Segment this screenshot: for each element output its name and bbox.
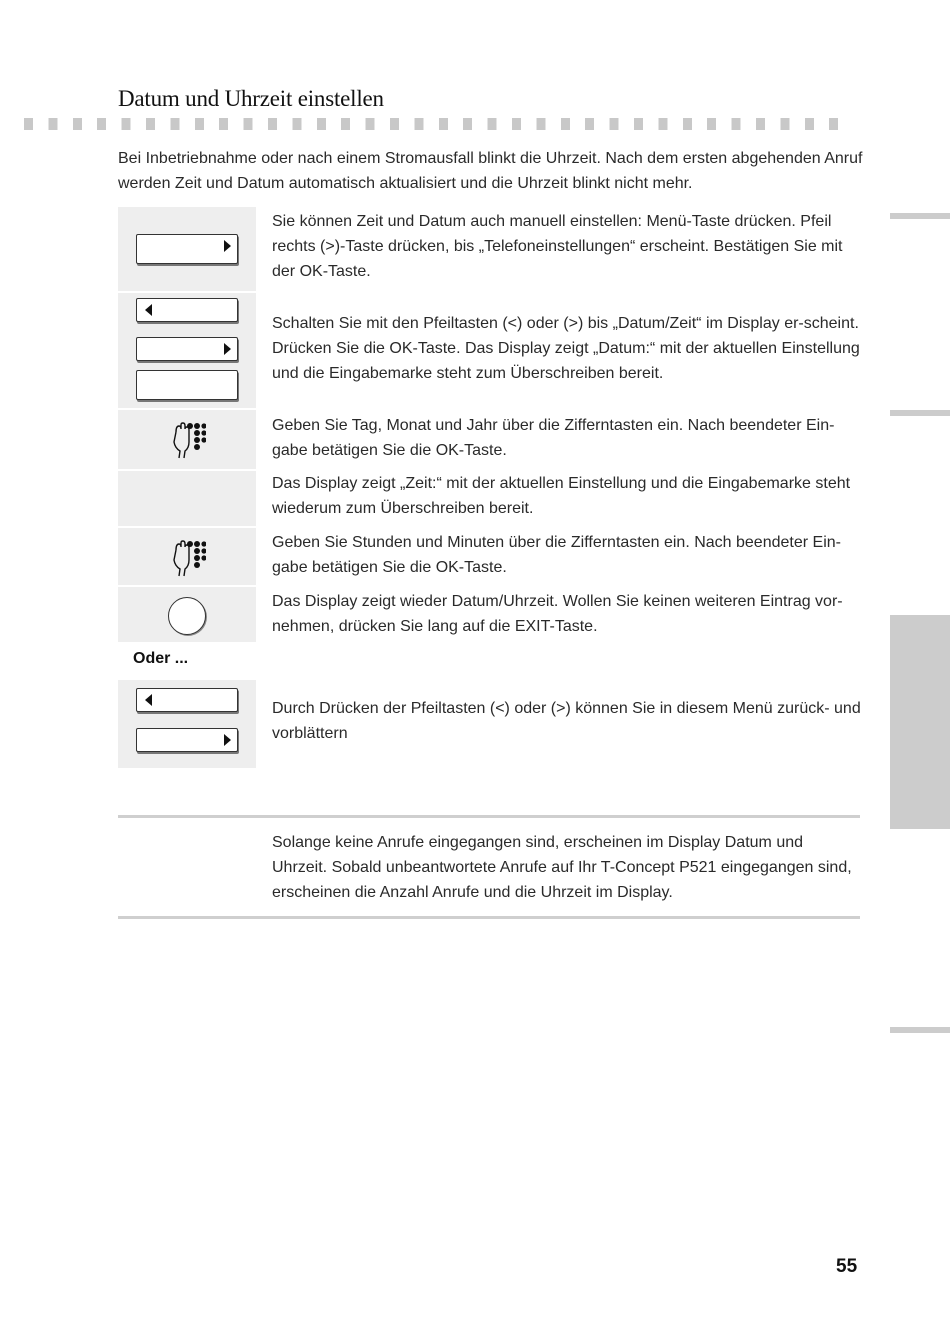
margin-tab-marker (890, 1027, 950, 1033)
page-title: Datum und Uhrzeit einstellen (118, 86, 384, 111)
step-paragraph: Geben Sie Tag, Monat und Jahr über die Zifferntasten ein. Nach beendeter Ein-gabe betätigen Sie die OK-Taste. (272, 417, 835, 459)
column-separator (118, 526, 256, 528)
arrow-left-key-icon (136, 688, 238, 712)
dotted-divider (24, 118, 844, 130)
keypad-hand-icon (170, 538, 206, 578)
step-paragraph: Sie können Zeit und Datum auch manuell einstellen: Menü-Taste drücken. Pfeil rechts (>)-Taste drücken, bis „Telefoneinstellungen“ erscheint. Bestätigen Sie mit der OK-Taste. (272, 213, 843, 280)
step-paragraph: Das Display zeigt wieder Datum/Uhrzeit. Wollen Sie keinen weiteren Eintrag vor-nehmen, drücken Sie lang auf die EXIT-Taste. (272, 593, 843, 635)
blank-key-icon (136, 370, 238, 400)
step-paragraph: Schalten Sie mit den Pfeiltasten (<) oder (>) bis „Datum/Zeit“ im Display er-scheint. Drücken Sie die OK-Taste. Das Display zeigt „Datum:“ mit der aktuellen Einstellung und die Eingabemarke steht zum Überschreiben bereit. (272, 315, 860, 382)
page-number: 55 (836, 1256, 858, 1277)
column-separator (118, 585, 256, 587)
keypad-hand-icon (170, 420, 206, 460)
intro-paragraph: Bei Inbetriebnahme oder nach einem Stromausfall blinkt die Uhrzeit. Nach dem ersten abgehenden Anruf werden Zeit und Datum automatisch aktualisiert und die Uhrzeit blinkt nicht mehr. (118, 150, 863, 192)
exit-button-icon (168, 597, 206, 635)
margin-tab-active (890, 615, 950, 829)
margin-tab-marker (890, 213, 950, 219)
arrow-right-key-icon (136, 234, 238, 264)
arrow-left-key-icon (136, 298, 238, 322)
column-separator (118, 408, 256, 410)
oder-label: Oder ... (133, 650, 189, 667)
column-separator (118, 469, 256, 471)
note-top-rule (118, 815, 860, 818)
note-paragraph: Solange keine Anrufe eingegangen sind, erscheinen im Display Datum und Uhrzeit. Sobald unbeantwortete Anrufe auf Ihr T-Concept P521 eingegangen sind, erscheinen die Anzahl Anrufe und die Uhrzeit im Display. (272, 834, 852, 901)
column-separator (118, 291, 256, 293)
margin-tab-marker (890, 410, 950, 416)
arrow-right-key-icon (136, 337, 238, 361)
arrow-right-key-icon (136, 728, 238, 752)
step-paragraph: Durch Drücken der Pfeiltasten (<) oder (>) können Sie in diesem Menü zurück- und vorblättern (272, 700, 861, 742)
note-bottom-rule (118, 916, 860, 919)
step-paragraph: Geben Sie Stunden und Minuten über die Zifferntasten ein. Nach beendeter Ein-gabe betätigen Sie die OK-Taste. (272, 534, 841, 576)
step-paragraph: Das Display zeigt „Zeit:“ mit der aktuellen Einstellung und die Eingabemarke steht wiederum zum Überschreiben bereit. (272, 475, 851, 517)
